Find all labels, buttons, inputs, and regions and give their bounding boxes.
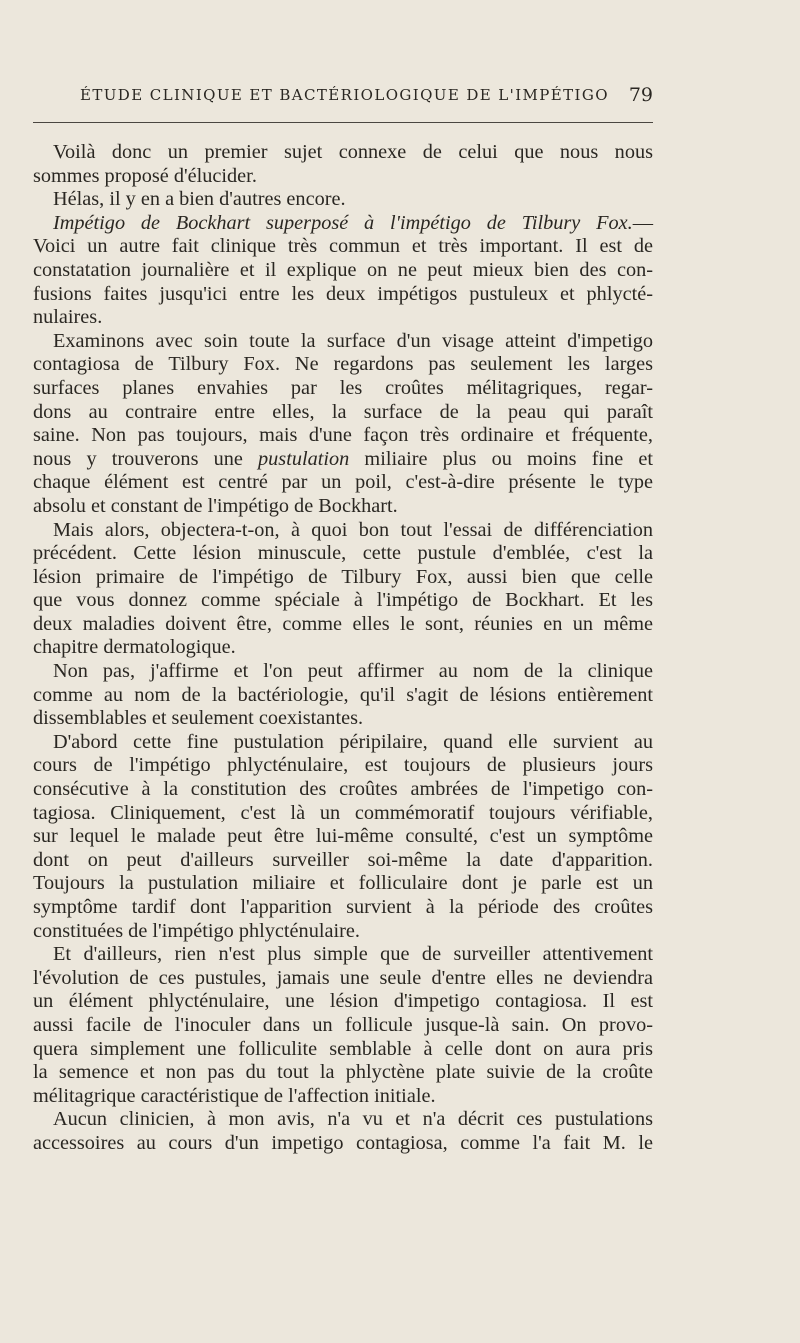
text-line: tagiosa. Cliniquement, c'est là un commémoratif toujours vérifiable,: [33, 801, 653, 824]
text-line: chapitre dermatologique.: [33, 636, 236, 659]
text-line: chaque élément est centré par un poil, c'est-à-dire présente le type: [33, 471, 653, 494]
text-line: deux maladies doivent être, comme elles le sont, réunies en un même: [33, 612, 653, 635]
text-line: sur lequel le malade peut être lui-même consulté, c'est un symptôme: [33, 825, 653, 848]
text-line: nulaires.: [33, 306, 103, 329]
text-line: Impétigo de Bockhart superposé à l'impétigo de Tilbury Fox.—: [53, 211, 653, 234]
header-rule: [33, 122, 653, 123]
text-line: symptôme tardif dont l'apparition survient à la période des croûtes: [33, 896, 653, 918]
text-line: fusions faites jusqu'ici entre les deux impétigos pustuleux et phlycté-: [33, 282, 653, 305]
text-line: l'évolution de ces pustules, jamais une seule d'entre elles ne deviendra: [33, 966, 653, 989]
text-line: comme au nom de la bactériologie, qu'il s'agit de lésions entièrement: [33, 683, 653, 706]
text-line: Toujours la pustulation miliaire et folliculaire dont je parle est un: [33, 872, 653, 895]
text-line: Hélas, il y en a bien d'autres encore.: [53, 188, 346, 211]
text-line: mélitagrique caractéristique de l'affection initiale.: [33, 1084, 436, 1107]
page-number: 79: [628, 84, 653, 106]
text-line: absolu et constant de l'impétigo de Bockhart.: [33, 494, 398, 517]
text-line: Examinons avec soin toute la surface d'un visage atteint d'impetigo: [53, 329, 653, 352]
text-line: Et d'ailleurs, rien n'est plus simple que de surveiller attentivement: [53, 943, 653, 966]
text-line: que vous donnez comme spéciale à l'impétigo de Bockhart. Et les: [33, 589, 653, 612]
text-line: constituées de l'impétigo phlycténulaire.: [33, 919, 360, 942]
text-line: Voici un autre fait clinique très commun et très important. Il est de: [33, 235, 653, 258]
text-line: dont on peut d'ailleurs surveiller soi-même la date d'apparition.: [33, 848, 653, 871]
text-line: saine. Non pas toujours, mais d'une façon très ordinaire et fréquente,: [33, 424, 653, 447]
text-line: aussi facile de l'inoculer dans un follicule jusque-là sain. On provo-: [33, 1013, 653, 1036]
text-line: cours de l'impétigo phlycténulaire, est toujours de plusieurs jours: [33, 754, 653, 777]
text-line: contagiosa de Tilbury Fox. Ne regardons pas seulement les larges: [33, 353, 653, 376]
text-line: Voilà donc un premier sujet connexe de celui que nous nous: [53, 141, 653, 163]
text-line: dissemblables et seulement coexistantes.: [33, 707, 364, 730]
text-line: D'abord cette fine pustulation péripilaire, quand elle survient au: [53, 730, 653, 753]
text-line: précédent. Cette lésion minuscule, cette pustule d'emblée, c'est la: [33, 542, 653, 565]
page-header: [33, 84, 653, 110]
text-line: lésion primaire de l'impétigo de Tilbury Fox, aussi bien que celle: [33, 565, 653, 588]
text-line: surfaces planes envahies par les croûtes mélitagriques, regar-: [33, 376, 653, 399]
text-line: Non pas, j'affirme et l'on peut affirmer au nom de la clinique: [53, 660, 653, 683]
text-line: sommes proposé d'élucider.: [33, 164, 257, 187]
text-line: constatation journalière et il explique on ne peut mieux bien des con-: [33, 258, 653, 281]
text-line: consécutive à la constitution des croûtes ambrées de l'impetigo con-: [33, 778, 653, 801]
running-title: ÉTUDE CLINIQUE ET BACTÉRIOLOGIQUE DE L'IMPÉTIGO: [80, 86, 609, 104]
body-text: [33, 141, 653, 1156]
text-line: nous y trouverons une pustulation miliaire plus ou moins fine et: [33, 447, 653, 470]
text-line: Aucun clinicien, à mon avis, n'a vu et n'a décrit ces pustulations: [53, 1108, 653, 1131]
text-line: quera simplement une folliculite semblable à celle dont on aura pris: [33, 1037, 653, 1060]
text-line: accessoires au cours d'un impetigo contagiosa, comme l'a fait M. le: [33, 1131, 653, 1154]
text-line: dons au contraire entre elles, la surface de la peau qui paraît: [33, 400, 653, 423]
text-line: Mais alors, objectera-t-on, à quoi bon tout l'essai de différenciation: [53, 518, 653, 541]
text-line: un élément phlycténulaire, une lésion d'impetigo contagiosa. Il est: [33, 990, 653, 1013]
text-line: la semence et non pas du tout la phlyctène plate suivie de la croûte: [33, 1061, 653, 1084]
